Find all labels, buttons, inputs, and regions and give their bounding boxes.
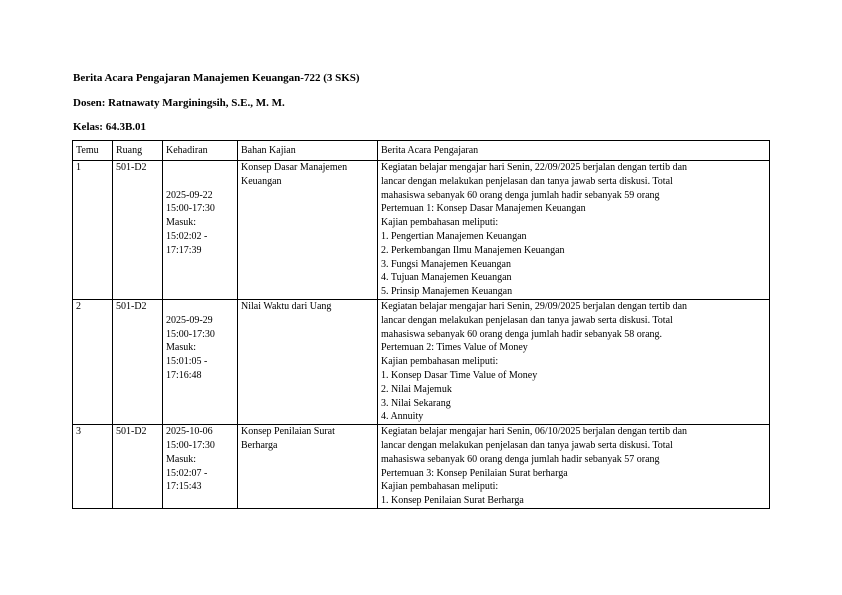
table-row — [73, 161, 770, 300]
report-line: Pertemuan 3: Konsep Penilaian Surat berharga — [381, 467, 568, 479]
report-line: Pertemuan 2: Times Value of Money — [381, 342, 528, 354]
table-header-row — [73, 141, 770, 161]
attendance-out: 17:17:39 — [166, 244, 202, 256]
report-line: 4. Annuity — [381, 411, 424, 423]
attendance-label: Masuk: — [166, 342, 196, 354]
report-line: Pertemuan 1: Konsep Dasar Manajemen Keuangan — [381, 203, 586, 215]
report-line: 1. Konsep Penilaian Surat Berharga — [381, 495, 524, 507]
report-line: mahasiswa sebanyak 60 orang denga jumlah hadir sebanyak 59 orang — [381, 189, 660, 201]
attendance-date: 2025-09-29 — [166, 314, 213, 326]
cell-kehadiran — [163, 425, 238, 509]
report-line: 4. Tujuan Manajemen Keuangan — [381, 272, 512, 284]
report-line: Kegiatan belajar mengajar hari Senin, 06/10/2025 berjalan dengan tertib dan — [381, 426, 688, 438]
attendance-in: 15:01:05 - — [166, 356, 208, 368]
cell-temu: 1 — [73, 161, 113, 300]
report-line: mahasiswa sebanyak 60 orang denga jumlah hadir sebanyak 57 orang — [381, 453, 660, 465]
topic-line: Nilai Waktu dari Uang — [241, 300, 332, 312]
cell-ruang: 501-D2 — [113, 161, 163, 300]
report-line: lancar dengan melakukan penjelasan dan tanya jawab serta diskusi. Total — [381, 439, 673, 451]
report-line: 1. Konsep Dasar Time Value of Money — [381, 369, 538, 381]
attendance-out: 17:16:48 — [166, 369, 202, 381]
cell-bahan-kajian — [238, 299, 378, 424]
report-line: Kegiatan belajar mengajar hari Senin, 29/09/2025 berjalan dengan tertib dan — [381, 300, 688, 312]
document-title: Berita Acara Pengajaran Manajemen Keuangan-722 (3 SKS) — [73, 72, 360, 84]
cell-temu: 2 — [73, 299, 113, 424]
attendance-schedule: 15:00-17:30 — [166, 439, 215, 451]
attendance-schedule: 15:00-17:30 — [166, 203, 215, 215]
report-line: Kajian pembahasan meliputi: — [381, 481, 499, 493]
column-header-temu: Temu — [73, 141, 113, 161]
topic-line: Keuangan — [241, 175, 282, 187]
topic-line: Konsep Dasar Manajemen — [241, 162, 348, 173]
attendance-schedule: 15:00-17:30 — [166, 328, 215, 340]
table-row — [73, 425, 770, 509]
topic-line: Konsep Penilaian Surat — [241, 426, 335, 438]
attendance-in: 15:02:02 - — [166, 230, 208, 242]
cell-temu: 3 — [73, 425, 113, 509]
topic-line: Berharga — [241, 439, 278, 451]
report-line: 3. Fungsi Manajemen Keuangan — [381, 258, 511, 270]
teaching-report-table — [72, 140, 770, 509]
column-header-bahan-kajian: Bahan Kajian — [238, 141, 378, 161]
attendance-label: Masuk: — [166, 217, 196, 229]
column-header-kehadiran: Kehadiran — [163, 141, 238, 161]
lecturer-line: Dosen: Ratnawaty Marginingsih, S.E., M. M. — [73, 97, 285, 109]
attendance-out: 17:15:43 — [166, 481, 202, 493]
cell-bahan-kajian — [238, 161, 378, 300]
report-line: 3. Nilai Sekarang — [381, 397, 451, 409]
report-line: Kajian pembahasan meliputi: — [381, 356, 499, 368]
table-row — [73, 299, 770, 424]
cell-berita-acara — [378, 161, 770, 300]
column-header-berita-acara: Berita Acara Pengajaran — [378, 141, 770, 161]
cell-kehadiran — [163, 161, 238, 300]
report-line: 2. Perkembangan Ilmu Manajemen Keuangan — [381, 244, 565, 256]
report-line: 2. Nilai Majemuk — [381, 383, 452, 395]
column-header-ruang: Ruang — [113, 141, 163, 161]
attendance-label: Masuk: — [166, 453, 196, 465]
cell-berita-acara — [378, 425, 770, 509]
report-line: 1. Pengertian Manajemen Keuangan — [381, 230, 527, 242]
report-line: 5. Prinsip Manajemen Keuangan — [381, 286, 513, 298]
attendance-in: 15:02:07 - — [166, 467, 208, 479]
cell-ruang: 501-D2 — [113, 425, 163, 509]
class-line: Kelas: 64.3B.01 — [73, 121, 147, 133]
report-line: Kegiatan belajar mengajar hari Senin, 22/09/2025 berjalan dengan tertib dan — [381, 162, 688, 173]
report-line: Kajian pembahasan meliputi: — [381, 217, 499, 229]
report-line: lancar dengan melakukan penjelasan dan tanya jawab serta diskusi. Total — [381, 175, 673, 187]
cell-kehadiran — [163, 299, 238, 424]
attendance-date: 2025-09-22 — [166, 189, 213, 201]
cell-ruang: 501-D2 — [113, 299, 163, 424]
report-line: mahasiswa sebanyak 60 orang denga jumlah hadir sebanyak 58 orang. — [381, 328, 663, 340]
cell-berita-acara — [378, 299, 770, 424]
attendance-date: 2025-10-06 — [166, 426, 213, 438]
report-line: lancar dengan melakukan penjelasan dan tanya jawab serta diskusi. Total — [381, 314, 673, 326]
cell-bahan-kajian — [238, 425, 378, 509]
